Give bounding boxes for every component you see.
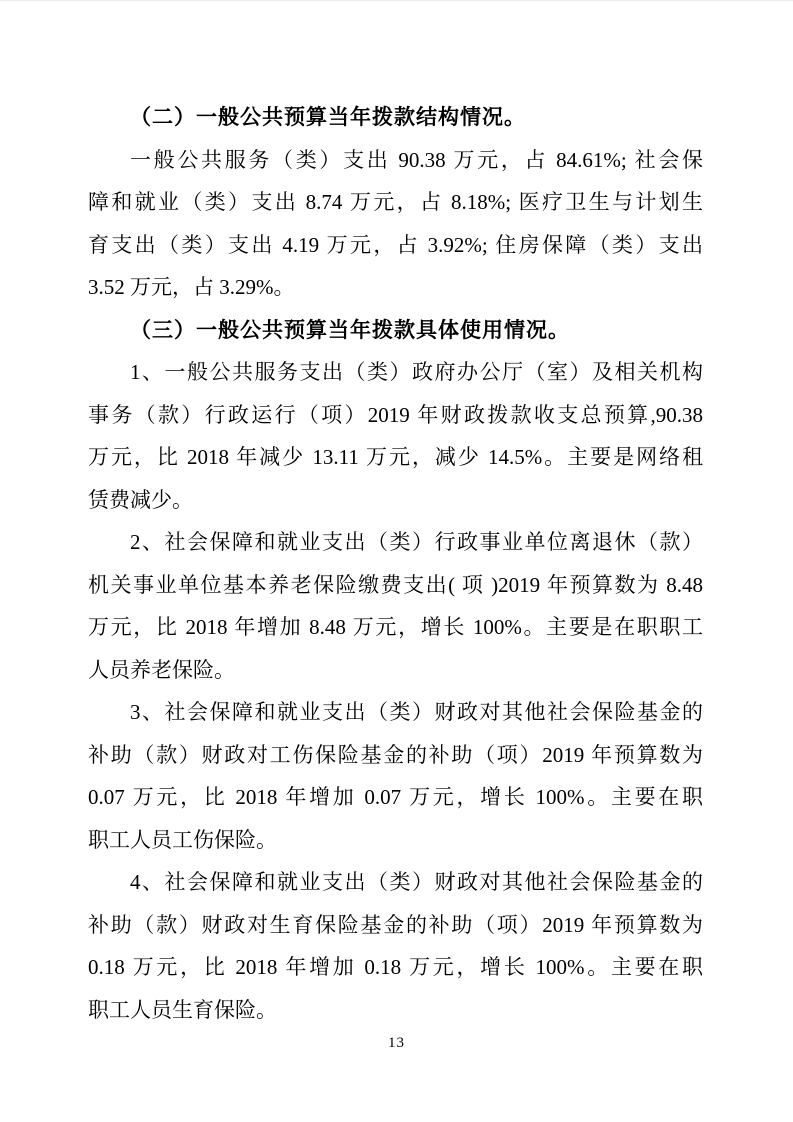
text-line: 人员养老保险。	[88, 657, 235, 682]
text-line: 一般公共服务（类）支出 90.38 万元，占 84.61%; 社会保	[130, 147, 703, 172]
text-line: 事务（款）行政运行（项）2019 年财政拨款收支总预算,90.38	[88, 402, 703, 427]
text-line: 补助（款）财政对生育保险基金的补助（项）2019 年预算数为	[88, 912, 703, 937]
document-content	[88, 96, 703, 1031]
text-line: 万元，比 2018 年增加 8.48 万元，增长 100%。主要是在职职工	[88, 615, 703, 639]
text-line: 职工人员生育保险。	[88, 997, 277, 1022]
text-line: 4、社会保障和就业支出（类）财政对其他社会保险基金的	[130, 870, 703, 894]
section-heading-allocation-structure: （二）一般公共预算当年拨款结构情况。	[130, 105, 526, 129]
text-line: 障和就业（类）支出 8.74 万元，占 8.18%; 医疗卫生与计划生	[88, 190, 703, 214]
paragraph-allocation-structure	[88, 139, 703, 309]
text-line: 1、一般公共服务支出（类）政府办公厅（室）及相关机构	[130, 360, 703, 384]
text-line: 育支出（类）支出 4.19 万元，占 3.92%; 住房保障（类）支出	[88, 232, 703, 257]
paragraph-item-3	[88, 691, 703, 861]
text-line: 机关事业单位基本养老保险缴费支出( 项 )2019 年预算数为 8.48	[88, 572, 703, 597]
section-heading-specific-usage: （三）一般公共预算当年拨款具体使用情况。	[130, 317, 570, 342]
paragraph-item-1	[88, 351, 703, 521]
text-line: 赁费减少。	[88, 487, 193, 512]
text-line: 0.07 万元，比 2018 年增加 0.07 万元，增长 100%。主要在职	[88, 785, 703, 809]
text-line: 补助（款）财政对工伤保险基金的补助（项）2019 年预算数为	[88, 742, 703, 767]
paragraph-item-2	[88, 521, 703, 691]
text-line: 职工人员工伤保险。	[88, 827, 277, 852]
page-number: 13	[388, 1035, 405, 1051]
text-line: 万元，比 2018 年减少 13.11 万元，减少 14.5%。主要是网络租	[88, 445, 703, 469]
text-line: 0.18 万元，比 2018 年增加 0.18 万元，增长 100%。主要在职	[88, 955, 703, 979]
paragraph-item-4	[88, 861, 703, 1031]
text-line: 2、社会保障和就业支出（类）行政事业单位离退休（款）	[130, 530, 703, 554]
text-line: 3、社会保障和就业支出（类）财政对其他社会保险基金的	[130, 700, 703, 724]
text-line: 3.52 万元，占 3.29%。	[88, 275, 295, 299]
